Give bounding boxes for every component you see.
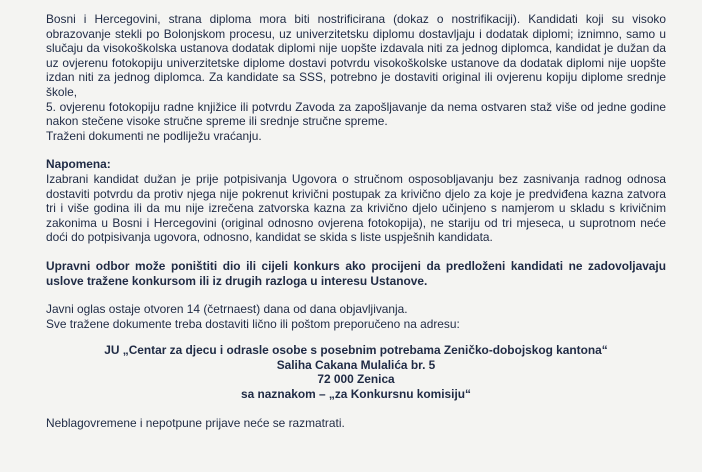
requirement-item-5: 5. ovjerenu fotokopiju radne knjižice ili potvrdu Zavoda za zapošljavanje da nema ostvaren staž više od jedne godine nakon stečene visoke stručne spreme ili srednje stručne spreme. xyxy=(46,99,666,129)
address-city: 72 000 Zenica xyxy=(317,372,395,387)
delivery-text: Sve tražene dokumente treba dostaviti lično ili poštom preporučeno na adresu: xyxy=(46,316,460,331)
board-paragraph: Upravni odbor može poništiti dio ili cijeli konkurs ako procijeni da predloženi kandidati ne zadovoljavaju uslove tražene konkursom ili iz drugih razloga u interesu Ustanove. xyxy=(46,258,666,288)
address-institution: JU „Centar za djecu i odrasle osobe s posebnim potrebama Zeničko-dobojskog kantona“ xyxy=(104,343,608,358)
no-return-note: Traženi dokumenti ne podliježu vraćanju. xyxy=(46,128,262,143)
note-heading: Napomena: xyxy=(46,157,111,172)
address-note: sa naznakom – „za Konkursnu komisiju“ xyxy=(241,387,471,402)
open-period-text: Javni oglas ostaje otvoren 14 (četrnaest) dana od dana objavljivanja. xyxy=(46,302,408,317)
note-paragraph: Izabrani kandidat dužan je prije potpisivanja Ugovora o stručnom osposobljavanju bez zasnivanja radnog odnosa dostaviti potvrdu da protiv njega nije pokrenut krivični postupak za krivično djelo za koje je predviđena kazna zatvora tri i više godina ili da mu nije izrečena zatvorska kazna za krivično djelo učinjeno s namjerom u skladu s krivičnim zakonima u Bosni i Hercegovini (original odnosno ovjerena fotokopija), ne stariju od tri mjeseca, u suprotnom neće doći do potpisivanja ugovora, odnosno, kandidat se skida s liste uspješnih kandidata. xyxy=(46,171,666,245)
address-street: Saliha Cakana Mulalića br. 5 xyxy=(276,357,436,372)
final-note: Neblagovremene i nepotpune prijave neće se razmatrati. xyxy=(46,415,345,430)
intro-paragraph: Bosni i Hercegovini, strana diploma mora biti nostrificirana (dokaz o nostrifikaciji). Kandidati koji su visoko obrazovanje stekli po Bolonjskom procesu, uz univerzitetsku diplomu dostavljaju i dodatak diplomi; iznimno, samo u slučaju da visokoškolska ustanova dodatak diplomi nije uopšte izdavala niti za jednog diplomca, kandidat je dužan da uz ovjerenu fotokopiju univerzitetske diplome dostavi potvrdu visokoškolske ustanove da dodatak diplomi nije uopšte izdan niti za jednog diplomca. Za kandidate sa SSS, potrebno je dostaviti original ili ovjerenu kopiju diplome srednje škole, xyxy=(46,12,666,99)
